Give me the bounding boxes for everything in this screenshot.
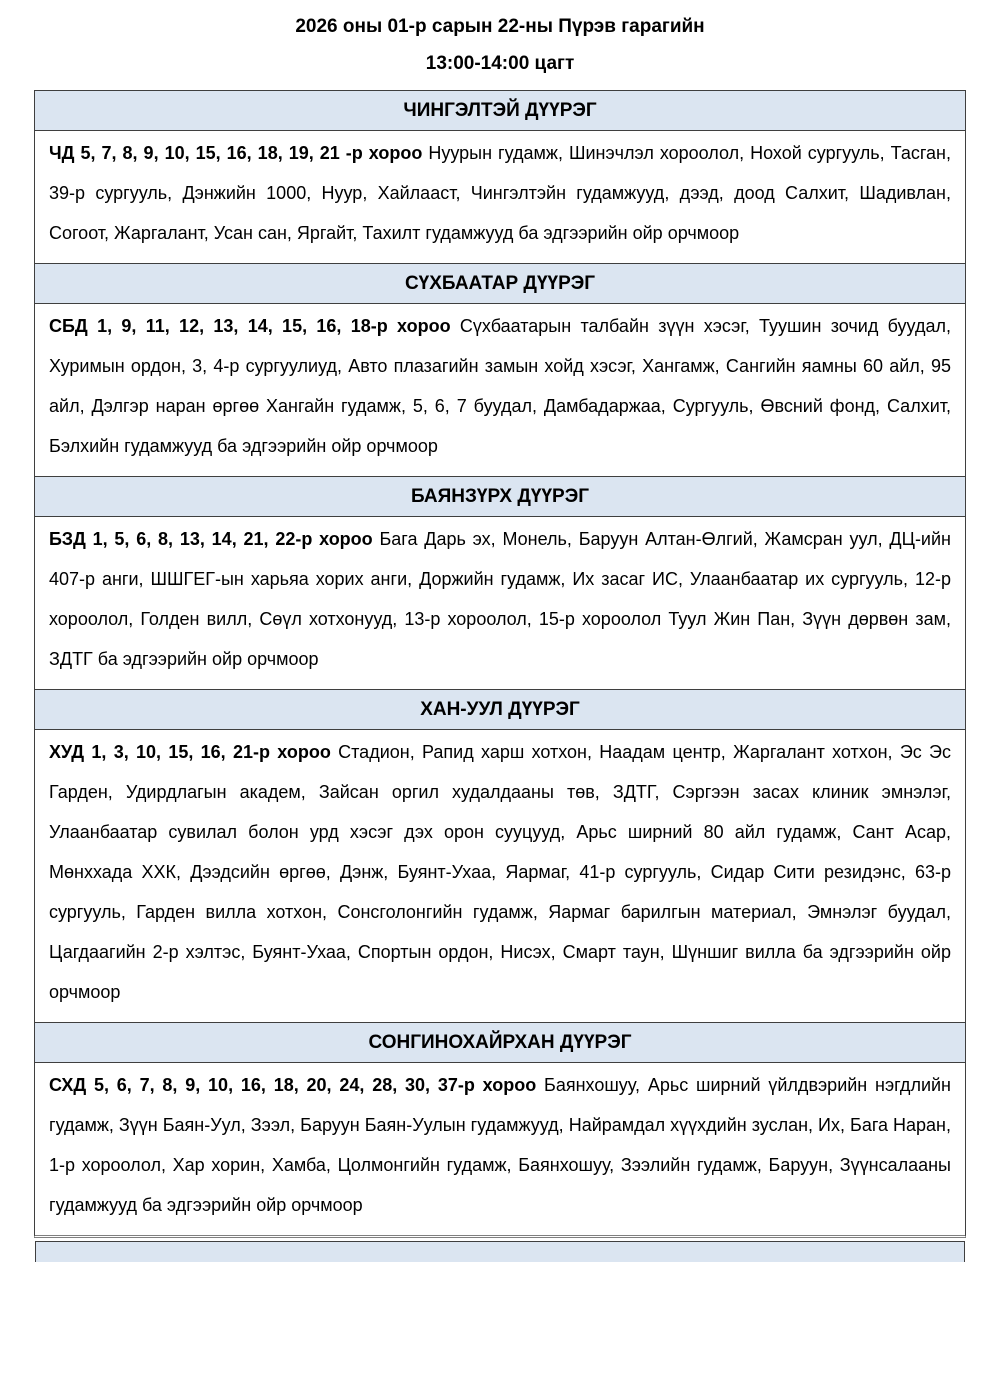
area-list: Баянхошуу, Арьс ширний үйлдвэрийн нэгдлийн гудамж, Зүүн Баян-Уул, Зээл, Баруун Баян-Уулын гудамжууд, Найрамдал хүүхдийн зуслан, Их, Бага Наран, 1-р хороолол, Хар хорин, Хамба, Цолмонгийн гудамж, Баянхошуу, Зээлийн гудамж, Баруун, Зүүнсалааны гудамжууд ба эдгээрийн ойр орчмоор [49, 1075, 951, 1215]
next-section-header-cutoff [35, 1241, 965, 1262]
notice-title-block [0, 0, 1000, 75]
district-header-khan-uul: ХАН-УУЛ ДҮҮРЭГ [35, 690, 965, 730]
district-body-chingeltei [35, 131, 965, 264]
khoroo-list-lead: БЗД 1, 5, 6, 8, 13, 14, 21, 22-р хороо [49, 529, 373, 549]
district-body-sukhbaatar [35, 304, 965, 477]
district-text [49, 1065, 951, 1225]
district-text [49, 732, 951, 1012]
notice-date-title: 2026 оны 01-р сарын 22-ны Пүрэв гарагийн [295, 16, 705, 37]
district-header-songinokhairkhan: СОНГИНОХАЙРХАН ДҮҮРЭГ [35, 1023, 965, 1063]
district-text [49, 133, 951, 253]
khoroo-list-lead: СБД 1, 9, 11, 12, 13, 14, 15, 16, 18-р хороо [49, 316, 451, 336]
district-body-bayanzurkh [35, 517, 965, 690]
area-list: Нуурын гудамж, Шинэчлэл хороолол, Нохой сургууль, Тасган, 39-р сургууль, Дэнжийн 1000, Нуур, Хайлааст, Чингэлтэйн гудамжууд, дээд, доод Салхит, Шадивлан, Согоот, Жаргалант, Усан сан, Яргайт, Тахилт гудамжууд ба эдгээрийн ойр орчмоор [49, 143, 951, 243]
district-text [49, 519, 951, 679]
khoroo-list-lead: СХД 5, 6, 7, 8, 9, 10, 16, 18, 20, 24, 28, 30, 37-р хороо [49, 1075, 537, 1095]
district-header-chingeltei: ЧИНГЭЛТЭЙ ДҮҮРЭГ [35, 91, 965, 131]
district-header-bayanzurkh: БАЯНЗҮРХ ДҮҮРЭГ [35, 477, 965, 517]
notice-time-title: 13:00-14:00 цагт [425, 53, 575, 74]
district-text [49, 306, 951, 466]
district-body-songinokhairkhan [35, 1063, 965, 1235]
khoroo-list-lead: ХУД 1, 3, 10, 15, 16, 21-р хороо [49, 742, 331, 762]
khoroo-list-lead: ЧД 5, 7, 8, 9, 10, 15, 16, 18, 19, 21 -р хороо [49, 143, 423, 163]
district-header-sukhbaatar: СҮХБААТАР ДҮҮРЭГ [35, 264, 965, 304]
area-list: Бага Дарь эх, Монель, Баруун Алтан-Өлгий, Жамсран уул, ДЦ-ийн 407-р анги, ШШГЕГ-ын харьяа хорих анги, Доржийн гудамж, Их засаг ИС, Улаанбаатар их сургууль, 12-р хороолол, Голден вилл, Сөүл хотхонууд, 13-р хороолол, 15-р хороолол Туул Жин Пан, Зүүн дөрвөн зам, ЗДТГ ба эдгээрийн ойр орчмоор [49, 529, 951, 669]
area-list: Сүхбаатарын талбайн зүүн хэсэг, Туушин зочид буудал, Хуримын ордон, 3, 4-р сургуулиуд, Авто плазагийн замын хойд хэсэг, Хангамж, Сангийн яамны 60 айл, 95 айл, Дэлгэр наран өргөө Хангайн гудамж, 5, 6, 7 буудал, Дамбадаржаа, Сургууль, Өвсний фонд, Салхит, Бэлхийн гудамжууд ба эдгээрийн ойр орчмоор [49, 316, 951, 456]
area-list: Стадион, Рапид харш хотхон, Наадам центр, Жаргалант хотхон, Эс Эс Гарден, Удирдлагын академ, Зайсан оргил худалдааны төв, ЗДТГ, Сэргээн засах клиник эмнэлэг, Улаанбаатар сувилал болон урд хэсэг дэх орон сууцууд, Арьс ширний 80 айл гудамж, Сант Асар, Мөнххада ХХК, Дээдсийн өргөө, Дэнж, Буянт-Ухаа, Яармаг, 41-р сургууль, Сидар Сити резидэнс, 63-р сургууль, Гарден вилла хотхон, Сонсголонгийн гудамж, Яармаг барилгын материал, Эмнэлэг буудал, Цагдаагийн 2-р хэлтэс, Буянт-Ухаа, Спортын ордон, Нисэх, Смарт таун, Шүншиг вилла ба эдгээрийн ойр орчмоор [49, 742, 951, 1002]
district-schedule-table [34, 90, 966, 1238]
district-body-khan-uul [35, 730, 965, 1023]
